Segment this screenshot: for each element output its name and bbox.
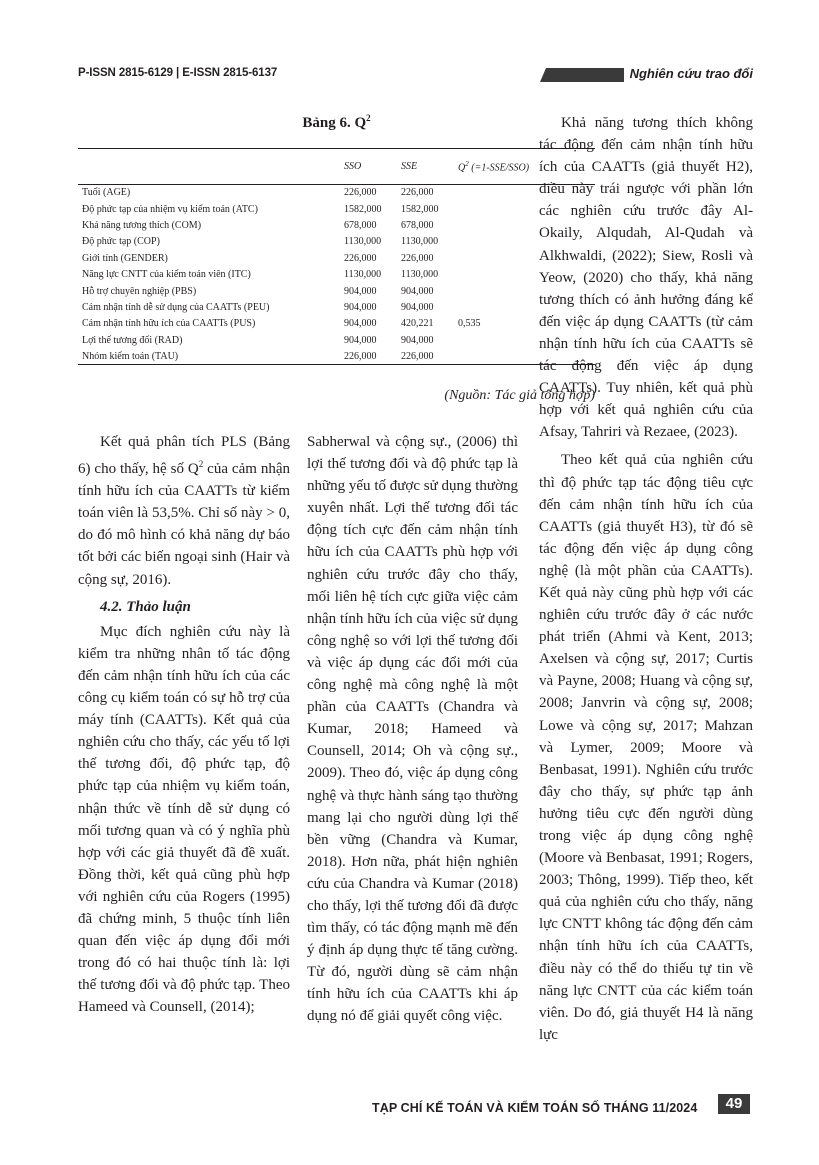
page-number: 49 (718, 1094, 750, 1114)
results-table (78, 148, 595, 365)
row-label: Cảm nhận tính hữu ích của CAATTs (PUS) (82, 318, 256, 330)
row-label: Cảm nhận tính dễ sử dụng của CAATTs (PEU) (82, 301, 270, 313)
paragraph: Khả năng tương thích không tác động đến cảm nhận tính hữu ích của CAATTs (giả thuyết H2), điều này trái ngược với phần lớn các nghiên cứu trước đây Al-Okaily, Alqudah, Al-Qudah và Alkhwaldi, (2022); Siew, Rosli và Yeow, (2020) cho thấy, khả năng tương thích có ảnh hưởng đáng kể đến việc áp dụng CAATTs (từ cảm nhận tính hữu ích của CAATTs sẽ tác động đến việc áp dụng CAATTs). Tuy nhiên, kết quả phù hợp với kết quả nghiên cứu của Afsay, Tahriri và Rezaee, (2023). (539, 115, 753, 441)
row-sse: 1130,000 (401, 269, 439, 281)
row-label: Giới tính (GENDER) (82, 252, 168, 264)
row-label: Nhóm kiểm toán (TAU) (82, 350, 179, 362)
row-sso: 678,000 (344, 219, 377, 231)
table-row (78, 234, 595, 250)
row-sse: 678,000 (401, 219, 434, 231)
table-row (78, 250, 595, 266)
text-column-2 (307, 431, 518, 1028)
text-column-3 (539, 112, 753, 1046)
paragraph: Kết quả phân tích PLS (Bảng 6) cho thấy, hệ số $Q^2$ của cảm nhận tính hữu ích của CAATTs từ kiểm toán viên là 53,5%. Chỉ số này > 0, do đó mô hình có khả năng dự báo tốt bởi các biến ngoại sinh (Hair và cộng sự, 2016). (78, 434, 290, 588)
table-row (78, 266, 595, 282)
row-label: Độ phức tạp (COP) (82, 236, 160, 248)
text-column-1 (78, 431, 290, 1018)
table-row (78, 332, 595, 348)
row-label: Khả năng tương thích (COM) (82, 219, 202, 231)
row-sse: 226,000 (401, 350, 434, 362)
row-sso: 226,000 (344, 350, 377, 362)
row-sso: 1130,000 (344, 269, 382, 281)
row-sso: 226,000 (344, 187, 377, 199)
row-sso: 1130,000 (344, 236, 382, 248)
row-sso: 904,000 (344, 301, 377, 313)
row-label: Năng lực CNTT của kiểm toán viên (ITC) (82, 269, 251, 281)
row-sso: 226,000 (344, 252, 377, 264)
table-row (78, 299, 595, 315)
row-label: Tuổi (AGE) (82, 187, 131, 199)
header-q2: $Q^2$ (=1-SSE/SSO) (458, 160, 530, 174)
header-sso: SSO (344, 161, 362, 172)
row-sse: 904,000 (401, 301, 434, 313)
header-bar (540, 68, 624, 82)
table-row (78, 217, 595, 233)
section-name: Nghiên cứu trao đổi (629, 66, 753, 81)
paragraph: Theo kết quả của nghiên cứu thì độ phức tạp tác động tiêu cực đến cảm nhận tính hữu ích của CAATTs (giả thuyết H3), từ đó sẽ tác động đến việc áp dụng công nghệ (là một phần của CAATTs). Kết quả này cũng phù hợp với các nghiên cứu trước đây ở các nước phát triển (Ahmi và Kent, 2013; Axelsen và cộng sự, 2017; Curtis và Payne, 2008; Huang và cộng sự, 2008; Janvrin và cộng sự, 2008; Lowe và cộng sự, 2017; Mahzan và Lymer, 2009; Moore và Benbasat, 1991). Nghiên cứu trước đây cho thấy, sự phức tạp ảnh hưởng tiêu cực đến người dùng trong việc áp dụng công nghệ (Moore và Benbasat, 1991; Rogers, 2003; Thông, 1999). Tiếp theo, kết quả của nghiên cứu cho thấy, năng lực CNTT không tác động đến cảm nhận tính hữu ích của CAATTs, điều này có thể do thiếu tự tin về năng lực CNTT của các kiểm toán viên. Do đó, giả thuyết H4 là năng lực (539, 452, 753, 1043)
row-sse: 420,221 (401, 318, 434, 330)
row-sse: 904,000 (401, 285, 434, 297)
header-empty (78, 149, 344, 185)
row-label: Lợi thế tương đối (RAD) (82, 334, 183, 346)
row-label: Hỗ trợ chuyên nghiệp (PBS) (82, 285, 197, 297)
row-sse: 226,000 (401, 187, 434, 199)
table-row (78, 348, 595, 364)
row-sso: 1582,000 (344, 203, 382, 215)
header-sse: SSE (401, 161, 418, 172)
row-sse: 1582,000 (401, 203, 439, 215)
row-sse: 1130,000 (401, 236, 439, 248)
table-row (78, 201, 595, 217)
row-q2: 0,535 (458, 318, 481, 330)
table-header-row (78, 149, 595, 185)
table-title: Bảng 6. $Q^2$ (302, 113, 371, 131)
table-row (78, 316, 595, 332)
table-row (78, 185, 595, 201)
row-sso: 904,000 (344, 285, 377, 297)
row-label: Độ phức tạp của nhiệm vụ kiểm toán (ATC) (82, 203, 258, 215)
paragraph: Mục đích nghiên cứu này là kiểm tra những nhân tố tác động đến cảm nhận tính hữu ích của các công cụ kiểm toán có sự hỗ trợ của máy tính (CAATTs). Kết quả của nghiên cứu cho thấy, các yếu tố lợi thế tương đối, độ phức tạp, độ phức tạp của nhiệm vụ kiểm toán, nhận thức về tính dễ sử dụng có mối tương quan và có ý nghĩa phù hợp với các giả thuyết đã đề xuất. Đồng thời, kết quả cũng phù hợp với nghiên cứu của Rogers (1995) đã chứng minh, 5 thuộc tính liên quan đến việc áp dụng đổi mới trong đó có hai thuộc tính là: lợi thế tương đối và độ phức tạp. Theo Hameed và Counsell, (2014); (78, 623, 290, 1016)
row-sso: 904,000 (344, 334, 377, 346)
table-row (78, 283, 595, 299)
journal-footer: TẠP CHÍ KẾ TOÁN VÀ KIỂM TOÁN SỐ THÁNG 11/2024 (372, 1101, 698, 1115)
row-sso: 904,000 (344, 318, 377, 330)
issn-text: P-ISSN 2815-6129 | E-ISSN 2815-6137 (78, 67, 278, 79)
paragraph: Sabherwal và cộng sự., (2006) thì lợi thế tương đối và độ phức tạp là những yếu tố được sử dụng thường xuyên nhất. Lợi thế tương đối tác động tích cực đến cảm nhận tính hữu ích của CAATTs phù hợp với nghiên cứu trước đây cho thấy, mối liên hệ tích cực giữa việc cảm nhận tính hữu ích của việc sử dụng công nghệ so với lợi thế tương đối và việc áp dụng các đổi mới của công nghệ mà công nghệ là một phần của CAATTs (Chandra và Kumar, 2018; Hameed và Counsell, 2014; Oh và cộng sự., 2009). Theo đó, việc áp dụng công nghệ và thực hành sáng tạo thường mang lại cho người dùng lợi thế bền vững (Chandra và Kumar, 2018). Hơn nữa, phát hiện nghiên cứu của Chandra và Kumar (2018) cho thấy, lợi thế tương đối đã được tìm thấy, có tác động mạnh mẽ đến ý định áp dụng thực tế tăng cường. Từ đó, người dùng sẽ cảm nhận tính hữu ích của CAATTs khi áp dụng nó để giải quyết công việc. (307, 434, 518, 1025)
row-sse: 226,000 (401, 252, 434, 264)
row-sse: 904,000 (401, 334, 434, 346)
section-heading: 4.2. Thảo luận (100, 598, 191, 615)
table-source: (Nguồn: Tác giả tổng hợp) (444, 388, 595, 403)
